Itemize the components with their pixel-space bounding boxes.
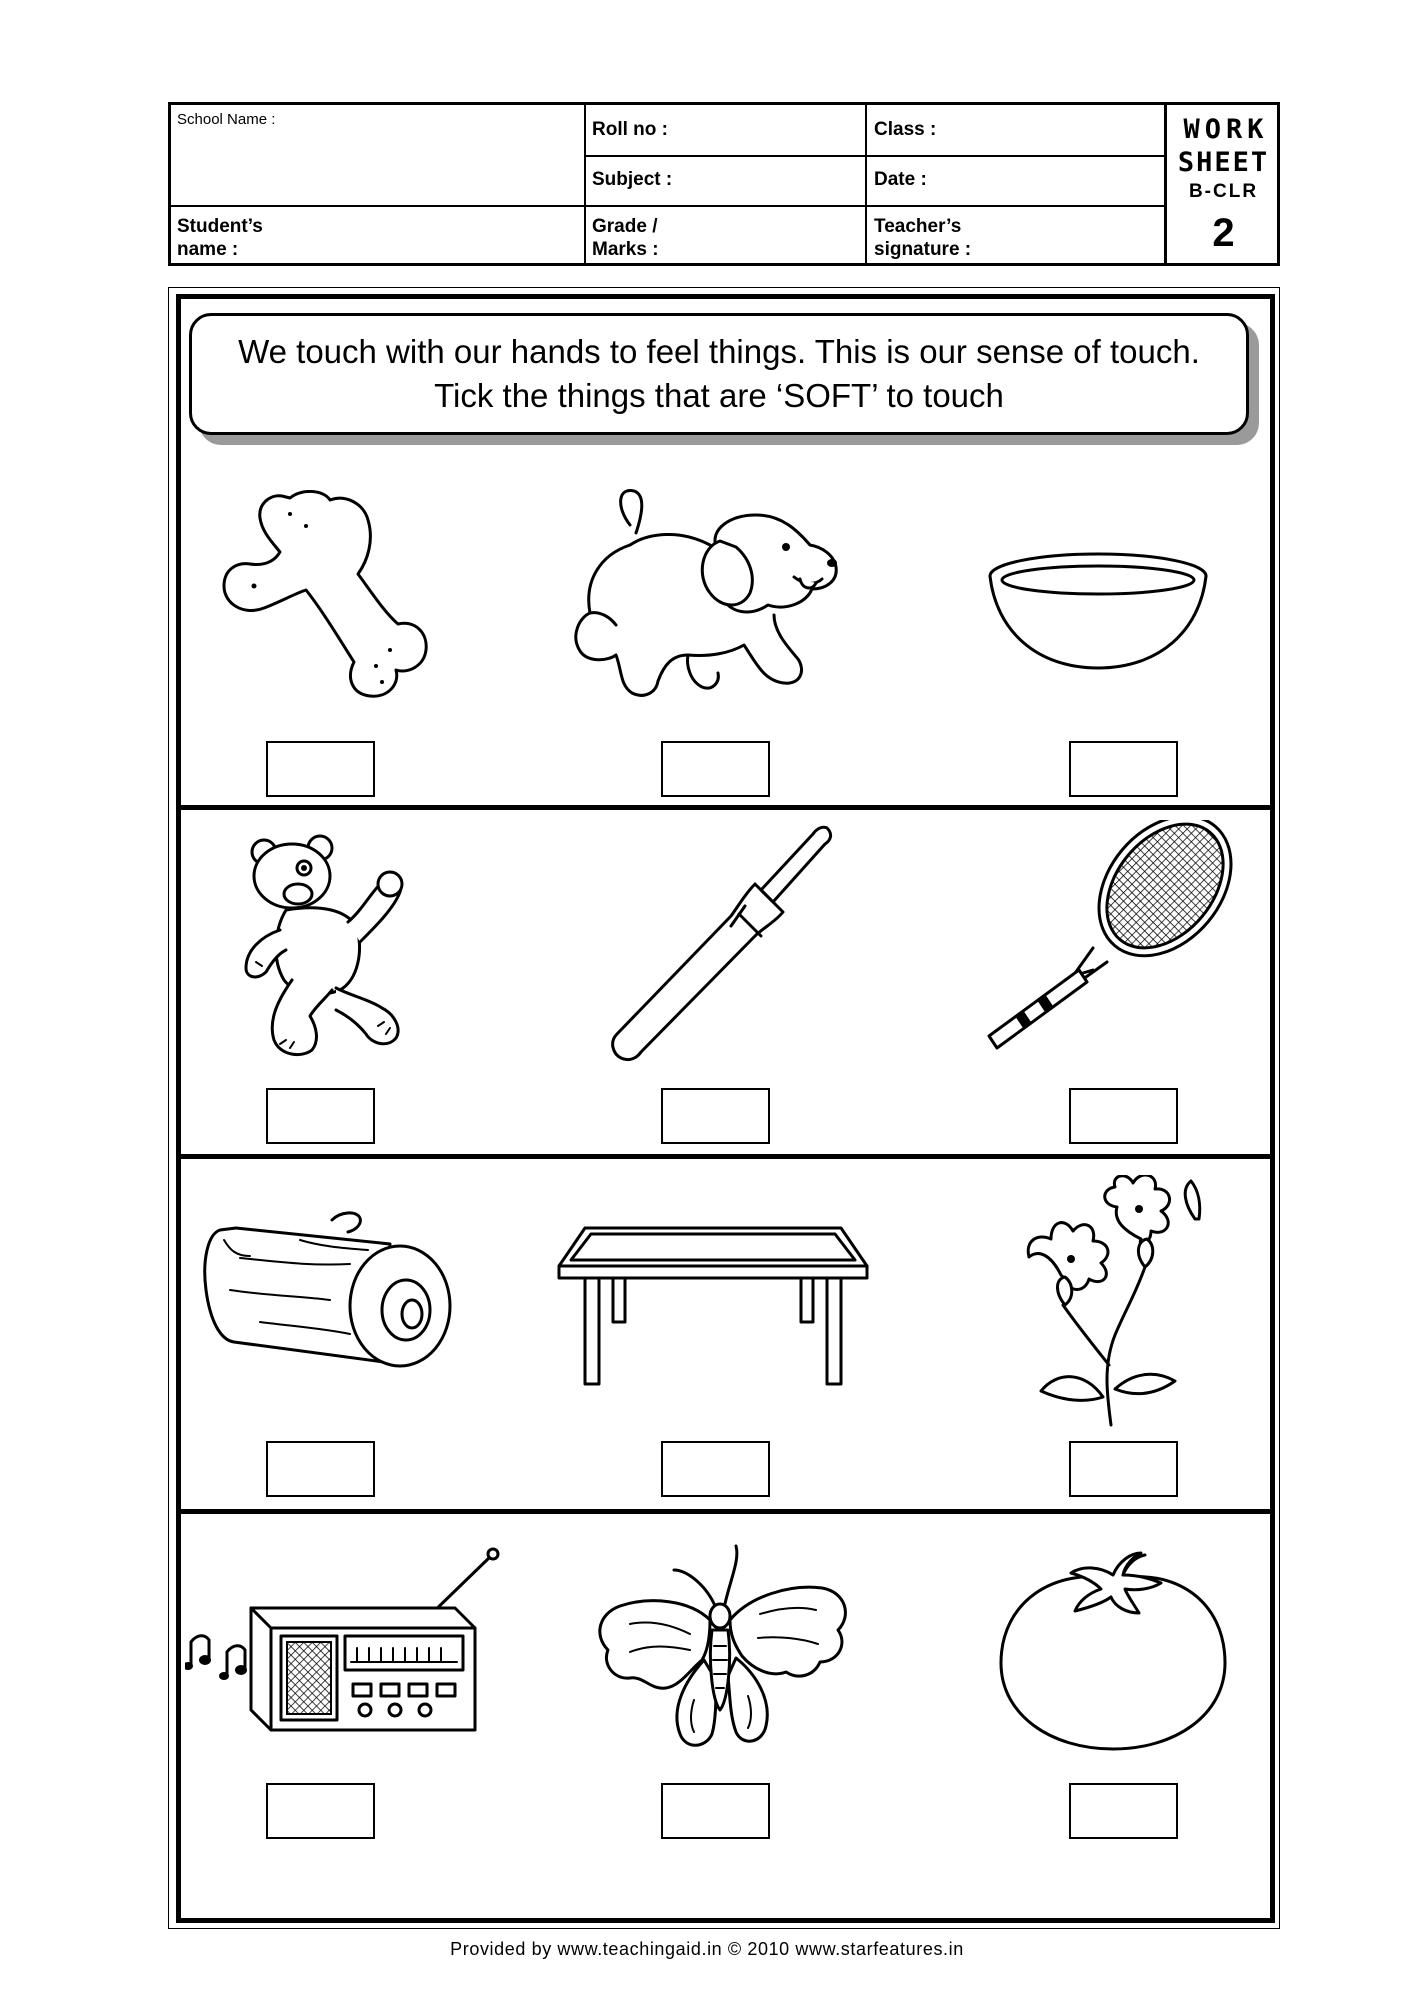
- bowl-icon: [980, 540, 1220, 680]
- row-divider: [176, 1509, 1275, 1514]
- tick-box-bowl[interactable]: [1069, 741, 1178, 797]
- teacher-signature-label: Teacher’s signature :: [874, 216, 972, 260]
- row-divider: [176, 805, 1275, 810]
- grade-marks-label: Grade / Marks :: [592, 216, 659, 260]
- roll-no-label: Roll no :: [592, 119, 668, 140]
- school-name-label: School Name :: [177, 111, 276, 128]
- tick-box-teddy-bear[interactable]: [266, 1088, 375, 1144]
- tick-box-table[interactable]: [661, 1441, 770, 1497]
- tick-box-bone[interactable]: [266, 741, 375, 797]
- subject-label: Subject :: [592, 169, 673, 190]
- tick-box-flower[interactable]: [1069, 1441, 1178, 1497]
- tick-box-radio[interactable]: [266, 1783, 375, 1839]
- cricket-bat-icon: [605, 820, 845, 1070]
- tick-box-cricket-bat[interactable]: [661, 1088, 770, 1144]
- log-icon: [200, 1210, 460, 1370]
- tick-box-butterfly[interactable]: [661, 1783, 770, 1839]
- footer-credit: Provided by www.teachingaid.in © 2010 www.starfeatures.in: [450, 1939, 964, 1959]
- table-icon: [555, 1220, 875, 1390]
- flower-icon: [985, 1175, 1225, 1435]
- row-divider: [176, 1154, 1275, 1159]
- class-label: Class :: [874, 119, 937, 140]
- worksheet-number: 2: [1212, 211, 1235, 255]
- puppy-icon: [560, 485, 860, 715]
- worksheet-header: [168, 102, 1280, 266]
- tomato-icon: [995, 1545, 1235, 1755]
- worksheet-badge: WORK SHEET B-CLR 2: [1167, 105, 1280, 263]
- tennis-racket-icon: [975, 820, 1245, 1070]
- tick-box-log[interactable]: [266, 1441, 375, 1497]
- tick-box-tomato[interactable]: [1069, 1783, 1178, 1839]
- instruction-box: We touch with our hands to feel things. This is our sense of touch. Tick the things that are ‘SOFT’ to touch: [189, 313, 1249, 435]
- bone-icon: [210, 490, 450, 710]
- teddy-bear-icon: [236, 830, 446, 1070]
- student-name-label: Student’s name :: [177, 216, 263, 260]
- tick-box-puppy[interactable]: [661, 741, 770, 797]
- date-label: Date :: [874, 169, 927, 190]
- butterfly-icon: [590, 1540, 860, 1770]
- tick-box-tennis-racket[interactable]: [1069, 1088, 1178, 1144]
- radio-icon: [185, 1540, 505, 1750]
